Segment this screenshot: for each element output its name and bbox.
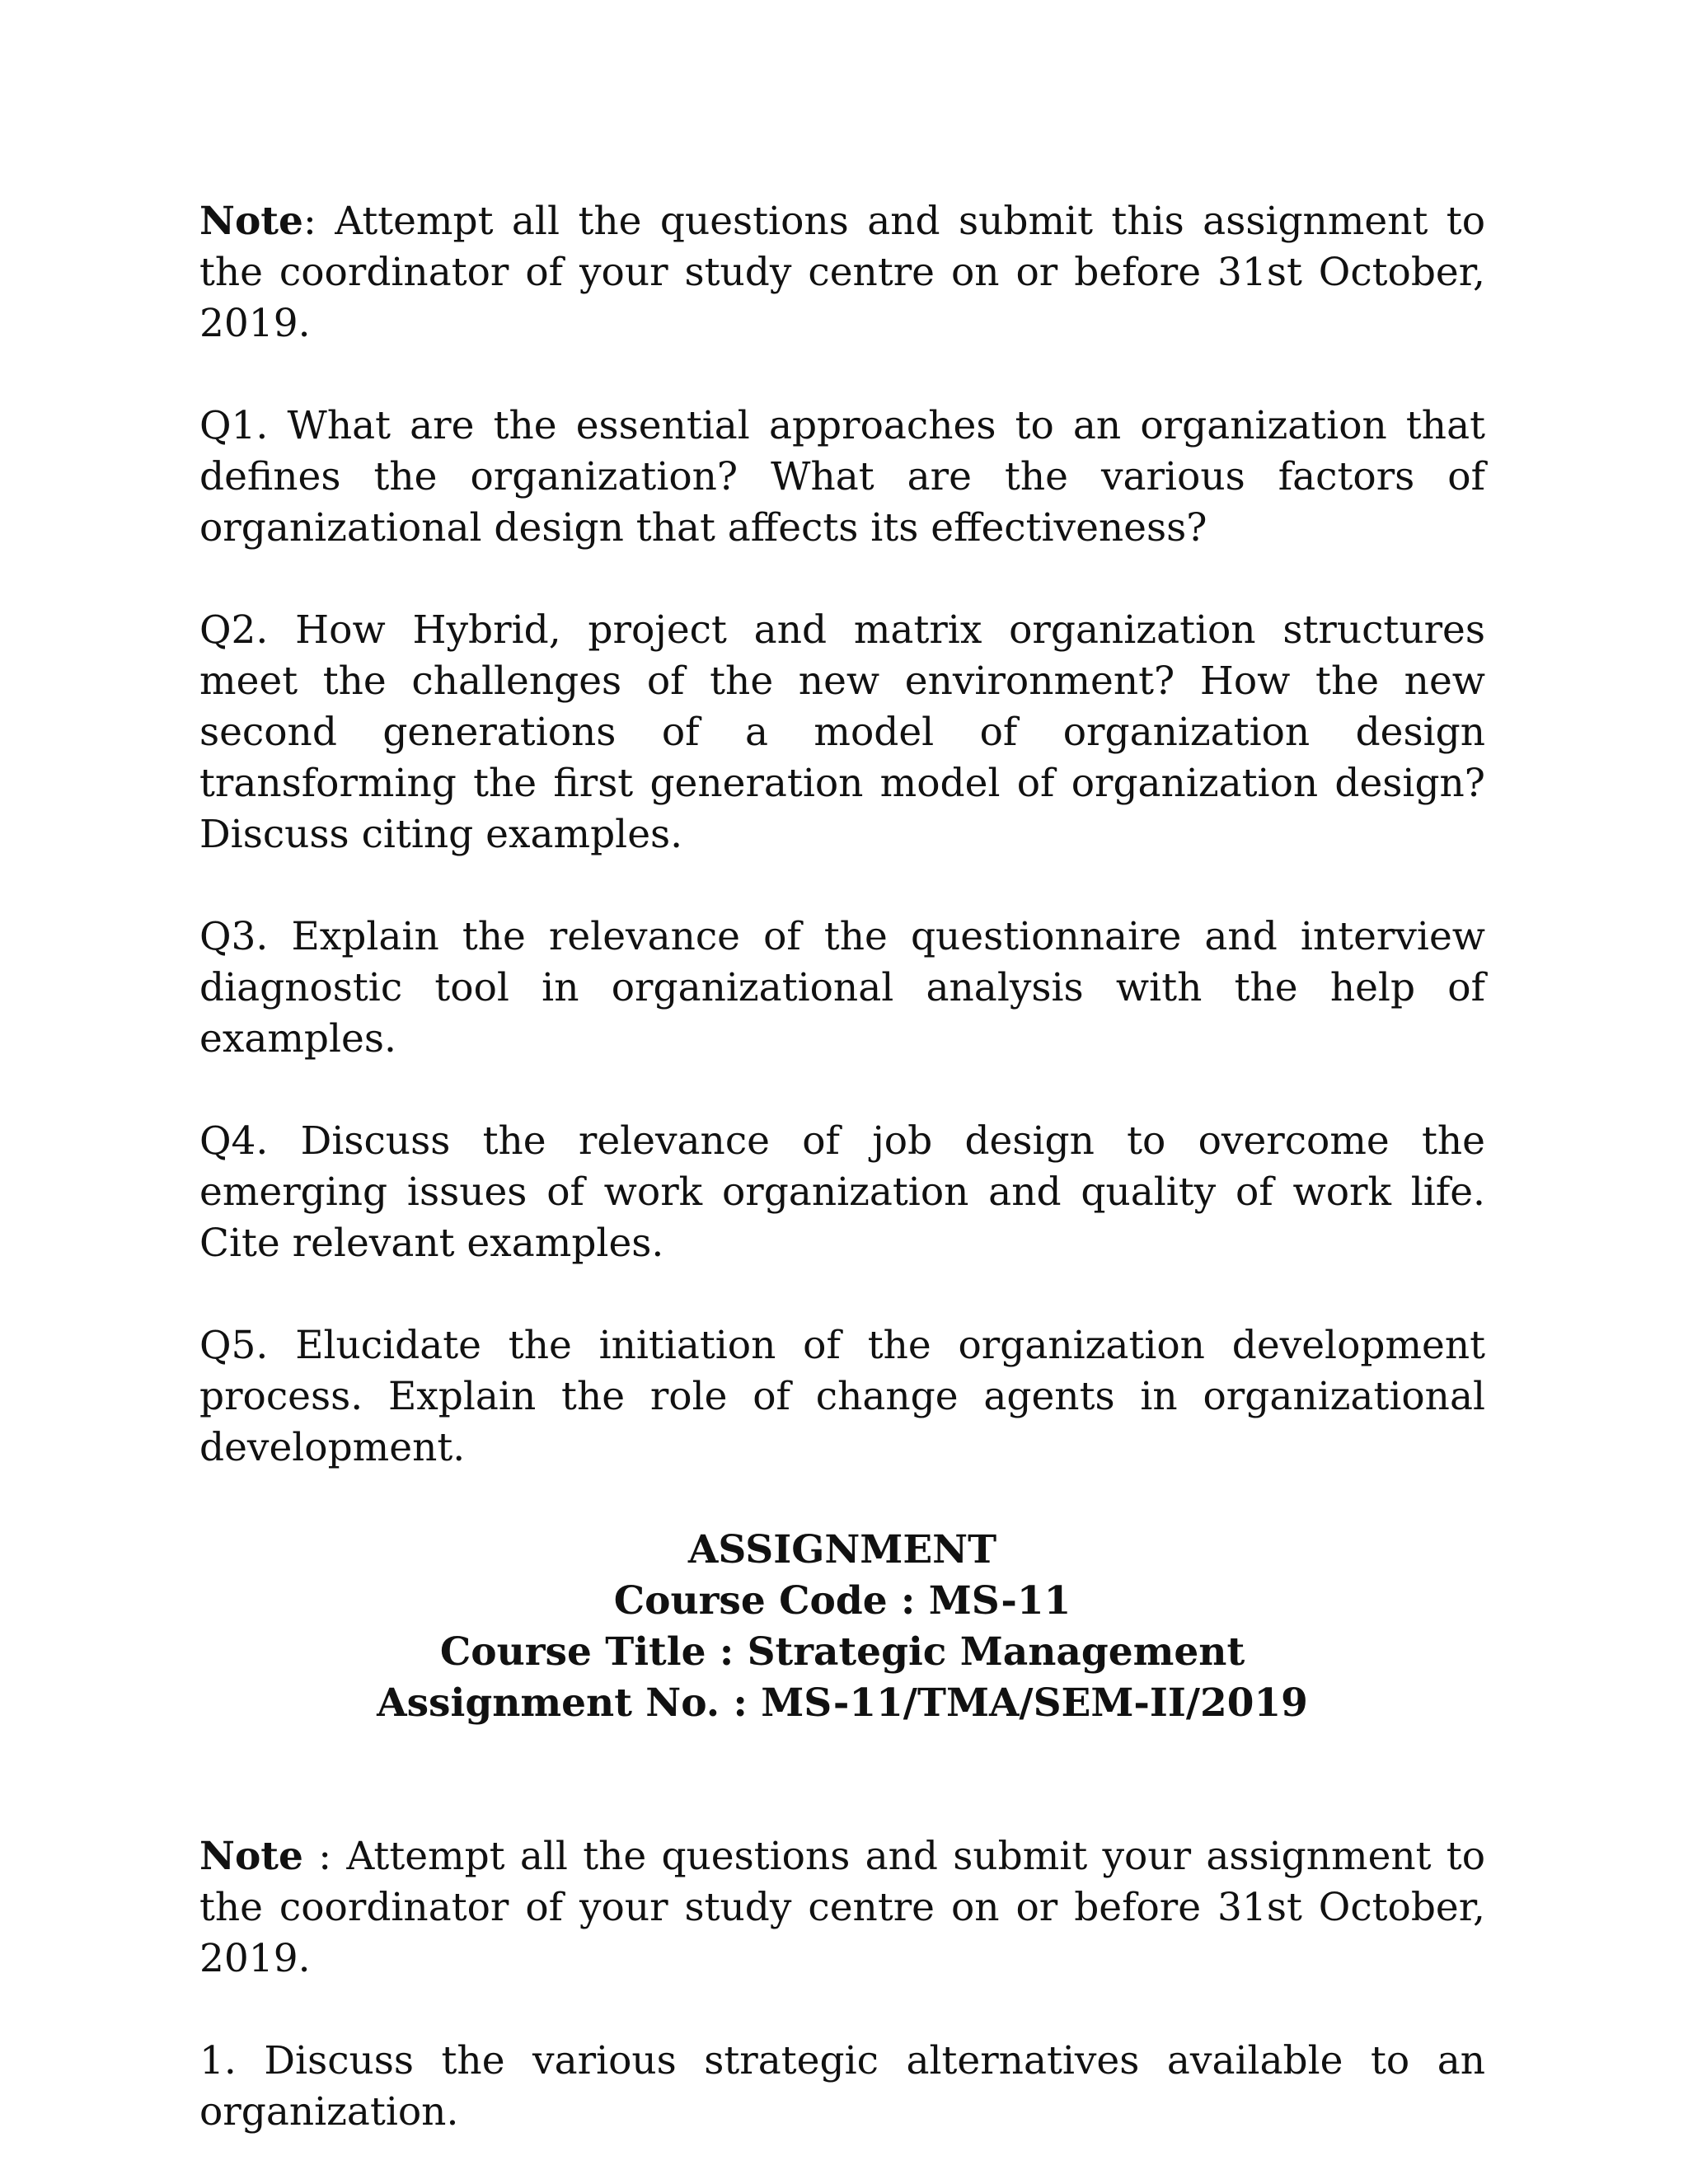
question-q3: Q3. Explain the relevance of the questionnaire and interview diagnostic tool in organizational analysis with the help of examples. <box>199 914 1485 1062</box>
note-text: : Attempt all the questions and submit your assignment to the coordinator of your study centre on or before 31st October, 2019. <box>199 1834 1485 1981</box>
assignment-heading: ASSIGNMENT <box>687 1527 997 1572</box>
note-paragraph-2 <box>199 1831 1485 1985</box>
note-text: : Attempt all the questions and submit this assignment to the coordinator of your study centre on or before 31st October, 2019. <box>199 199 1485 346</box>
note-label: Note <box>199 1834 303 1879</box>
question-q4: Q4. Discuss the relevance of job design to overcome the emerging issues of work organization and quality of work life. Cite relevant examples. <box>199 1118 1485 1266</box>
assignment-number: Assignment No. : MS-11/TMA/SEM-II/2019 <box>377 1680 1308 1726</box>
question-q2: Q2. How Hybrid, project and matrix organization structures meet the challenges of the new environment? How the new second generations of a model of organization design transforming the first generation model of organization design? Discuss citing examples. <box>199 607 1485 857</box>
document-page <box>199 196 1485 2138</box>
assignment-header <box>199 1525 1485 1729</box>
course-code: Course Code : MS-11 <box>613 1578 1071 1624</box>
note-paragraph-1 <box>199 196 1485 349</box>
course-title: Course Title : Strategic Management <box>439 1629 1245 1675</box>
question-1: 1. Discuss the various strategic alternatives available to an organization. <box>199 2038 1485 2135</box>
note-label: Note <box>199 199 303 244</box>
question-q1: Q1. What are the essential approaches to an organization that defines the organization? What are the various factors of organizational design that affects its effectiveness? <box>199 403 1485 551</box>
question-q5: Q5. Elucidate the initiation of the organization development process. Explain the role of change agents in organizational development. <box>199 1323 1485 1470</box>
